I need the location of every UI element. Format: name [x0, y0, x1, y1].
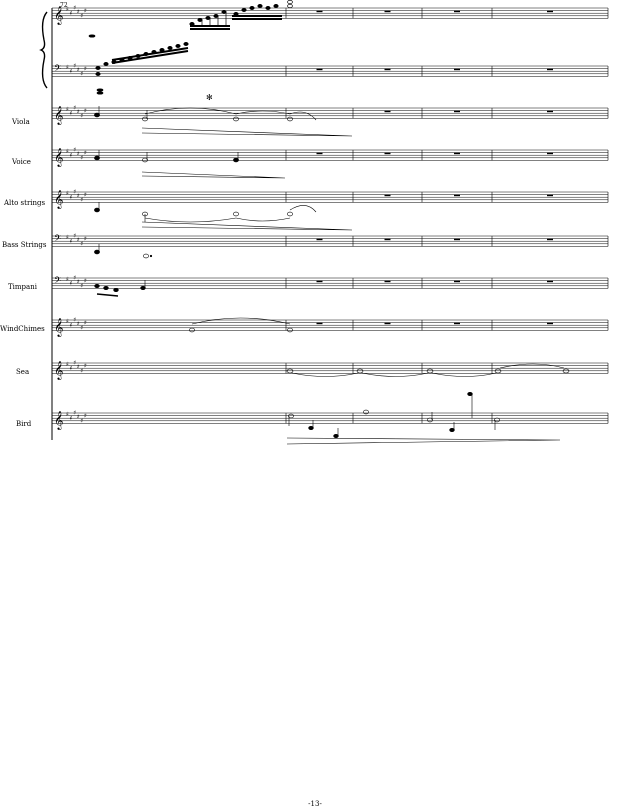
key-sharp-icon: ♯	[69, 109, 73, 117]
key-sharp-icon: ♯	[76, 363, 80, 371]
bass-clef-icon: 𝄢	[54, 275, 62, 288]
whole-rest-icon	[385, 281, 391, 283]
piano-brace	[41, 12, 47, 88]
key-sharp-icon: ♯	[80, 112, 84, 120]
key-sharp-icon: ♯	[84, 235, 87, 243]
whole-rest-icon	[454, 69, 460, 71]
key-sharp-icon: ♯	[66, 318, 69, 325]
treble-clef-icon: 𝄞	[54, 410, 64, 430]
staves	[52, 8, 608, 423]
key-sharp-icon: ♯	[73, 188, 77, 196]
whole-rest-icon	[547, 195, 553, 197]
key-sharp-icon: ♯	[73, 316, 77, 324]
whole-rest-icon	[547, 239, 553, 241]
key-sharp-icon: ♯	[76, 236, 80, 244]
key-sharp-icon: ♯	[80, 154, 84, 162]
treble-clef-icon: 𝄞	[54, 317, 64, 337]
key-sharp-icon: ♯	[73, 4, 77, 12]
key-sharp-icon: ♯	[69, 414, 73, 422]
whole-rest-icon	[385, 153, 391, 155]
key-sharp-icon: ♯	[69, 67, 73, 75]
key-sharp-icon: ♯	[66, 148, 69, 155]
key-sharp-icon: ♯	[66, 6, 69, 13]
treble-clef-icon: 𝄞	[54, 147, 64, 167]
whole-rest-icon	[317, 69, 323, 71]
key-sharp-icon: ♯	[76, 66, 80, 74]
label-alto-strings: Alto strings	[4, 199, 46, 207]
key-sharp-icon: ♯	[73, 409, 77, 417]
key-sharp-icon: ♯	[66, 64, 69, 71]
key-sharp-icon: ♯	[84, 149, 87, 157]
key-sharp-icon: ♯	[84, 319, 87, 327]
key-sharp-icon: ♯	[76, 192, 80, 200]
key-sharp-icon: ♯	[84, 362, 87, 370]
key-sharp-icon: ♯	[80, 367, 84, 375]
whole-rest-icon	[547, 281, 553, 283]
whole-rest-icon	[317, 323, 323, 325]
label-sea: Sea	[16, 368, 30, 376]
key-sharp-icon: ♯	[76, 8, 80, 16]
key-sharp-icon: ♯	[76, 413, 80, 421]
key-sharp-icon: ♯	[80, 70, 84, 78]
key-sharp-icon: ♯	[80, 196, 84, 204]
treble-clef-icon: 𝄞	[54, 360, 64, 380]
whole-rest-icon	[385, 195, 391, 197]
key-sharp-icon: ♯	[73, 104, 77, 112]
key-sharp-icon: ♯	[80, 417, 84, 425]
whole-rest-icon	[317, 153, 323, 155]
key-sharp-icon: ♯	[80, 12, 84, 20]
key-sharp-icon: ♯	[69, 279, 73, 287]
whole-rest-icon	[454, 11, 460, 13]
label-bass-strings: Bass Strings	[2, 241, 47, 249]
key-sharp-icon: ♯	[69, 321, 73, 329]
key-sharp-icon: ♯	[73, 232, 77, 240]
whole-rest-icon	[385, 239, 391, 241]
label-windchimes: WindChimes	[0, 325, 45, 333]
whole-rest-icon	[454, 111, 460, 113]
bass-clef-icon: 𝄢	[54, 63, 62, 76]
whole-rest-icon	[385, 111, 391, 113]
key-sharp-icon: ♯	[69, 9, 73, 17]
piano-lh-run	[96, 42, 213, 102]
key-sharp-icon: ♯	[69, 364, 73, 372]
key-sharp-icon: ♯	[84, 191, 87, 199]
whole-rest-icon	[385, 69, 391, 71]
whole-rest-icon	[317, 239, 323, 241]
key-sharp-icon: ♯	[73, 62, 77, 70]
key-sharp-icon: ♯	[73, 146, 77, 154]
key-sharp-icon: ♯	[84, 277, 87, 285]
key-sharp-icon: ♯	[66, 190, 69, 197]
whole-rest-icon	[317, 281, 323, 283]
key-sharp-icon: ♯	[76, 108, 80, 116]
whole-rests	[317, 11, 554, 325]
key-sharp-icon: ♯	[73, 274, 77, 282]
sustained-notes	[94, 106, 569, 444]
barlines	[52, 8, 608, 423]
piano-rh-run	[89, 0, 292, 37]
key-sharp-icon: ♯	[84, 412, 87, 420]
key-sharp-icon: ♯	[73, 359, 77, 367]
whole-rest-icon	[385, 323, 391, 325]
label-viola: Viola	[12, 118, 30, 126]
measure-number: 72	[60, 2, 68, 9]
key-sharp-icon: ♯	[76, 320, 80, 328]
whole-rest-icon	[385, 11, 391, 13]
key-sharp-icon: ♯	[80, 282, 84, 290]
key-sharp-icon: ♯	[66, 106, 69, 113]
whole-rest-icon	[547, 111, 553, 113]
key-sharp-icon: ♯	[76, 278, 80, 286]
key-sharp-icon: ♯	[80, 324, 84, 332]
bass-clef-icon: 𝄢	[54, 233, 62, 246]
key-sharp-icon: ♯	[69, 193, 73, 201]
key-sharp-icon: ♯	[66, 234, 69, 241]
key-sharp-icon: ♯	[66, 361, 69, 368]
whole-rest-icon	[547, 153, 553, 155]
whole-rest-icon	[547, 323, 553, 325]
treble-clef-icon: 𝄞	[54, 105, 64, 125]
whole-rest-icon	[317, 11, 323, 13]
key-sharp-icon: ♯	[66, 276, 69, 283]
whole-rest-icon	[454, 239, 460, 241]
key-sharp-icon: ♯	[84, 107, 87, 115]
key-sharp-icon: ♯	[66, 411, 69, 418]
treble-clef-icon: 𝄞	[54, 5, 64, 25]
key-sharp-icon: ♯	[84, 7, 87, 15]
treble-clef-icon: 𝄞	[54, 189, 64, 209]
key-sharp-icon: ♯	[69, 151, 73, 159]
whole-rest-icon	[547, 69, 553, 71]
label-timpani: Timpani	[8, 283, 37, 291]
page-number: -13-	[308, 800, 322, 808]
key-sharp-icon: ♯	[84, 65, 87, 73]
label-bird: Bird	[16, 420, 32, 428]
svg-text:✻: ✻	[206, 93, 213, 102]
key-sharp-icon: ♯	[80, 240, 84, 248]
whole-rest-icon	[454, 195, 460, 197]
whole-rest-icon	[547, 11, 553, 13]
whole-rest-icon	[454, 281, 460, 283]
label-voice: Voice	[12, 158, 31, 166]
whole-rest-icon	[454, 153, 460, 155]
key-sharp-icon: ♯	[76, 150, 80, 158]
whole-rest-icon	[454, 323, 460, 325]
key-sharp-icon: ♯	[69, 237, 73, 245]
